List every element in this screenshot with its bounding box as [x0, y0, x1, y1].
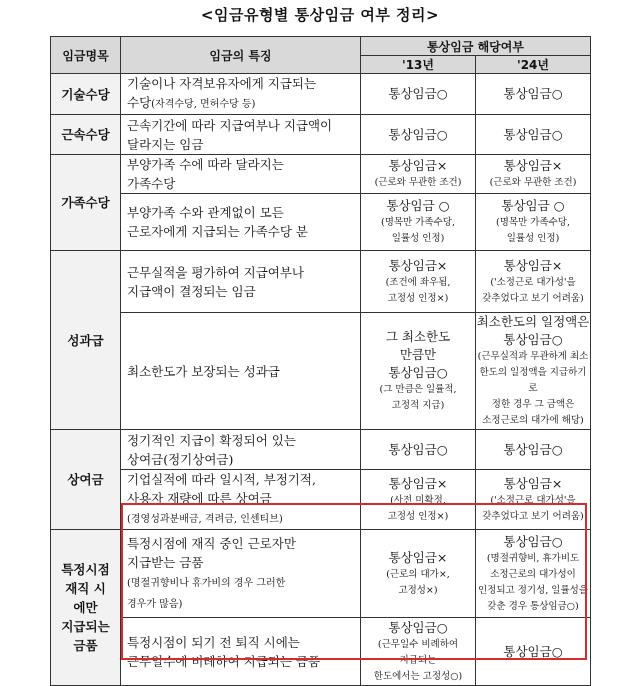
feature-cell: 기술이나 자격보유자에게 지급되는 수당(자격수당, 면허수당 등) — [121, 74, 361, 115]
value-2024: 통상임금× (근로와 무관한 조건) — [476, 155, 591, 194]
header-feature: 임금의 특징 — [121, 37, 361, 74]
feature-cell: 기업실적에 따라 일시적, 부정기적, 사용자 재량에 따른 상여금 (경영성과분배금, 격려금, 인센티브) — [121, 470, 361, 530]
feature-cell: 특정시점이 되기 전 퇴직 시에는 근무일수에 비례하여 지급되는 금품 — [121, 618, 361, 686]
value-2013: 통상임금× (사전 미확정, 고정성 인정×) — [361, 470, 476, 530]
value-2024: 통상임금○ — [476, 74, 591, 115]
value-2013: 통상임금○ — [361, 74, 476, 115]
header-2013: '13년 — [361, 56, 476, 74]
value-2024: 통상임금○ — [476, 115, 591, 155]
value-2013: 그 최소한도 만큼만 통상임금○ (그 만큼은 일률적, 고정적 지급) — [361, 313, 476, 430]
value-2013: 통상임금○ — [361, 115, 476, 155]
table-row — [51, 313, 591, 430]
feature-cell: 근무실적을 평가하여 지급여부나 지급액이 결정되는 임금 — [121, 251, 361, 313]
table-row — [51, 155, 591, 194]
feature-cell: 정기적인 지급이 확정되어 있는 상여금(정기상여금) — [121, 430, 361, 470]
table-row — [51, 430, 591, 470]
table-row — [51, 470, 591, 530]
header-group: 통상임금 해당여부 — [361, 37, 591, 56]
table-row — [51, 74, 591, 115]
table-row — [51, 115, 591, 155]
value-2013: 통상임금× (근로의 대가×, 고정성×) — [361, 530, 476, 618]
value-2013: 통상임금 ○ (명목만 가족수당, 일률성 인정) — [361, 194, 476, 251]
page-title: <임금유형별 통상임금 여부 정리> — [200, 6, 440, 24]
feature-cell: 특정시점에 재직 중인 근로자만 지급받는 금품 (명절귀향비나 휴가비의 경우 그러한 경우가 많음) — [121, 530, 361, 618]
row-label: 가족수당 — [51, 155, 121, 251]
value-2024: 통상임금○ — [476, 430, 591, 470]
table-row — [51, 530, 591, 618]
feature-cell: 부양가족 수에 따라 달라지는 가족수당 — [121, 155, 361, 194]
value-2024: 통상임금○ (명절귀향비, 휴가비도 소정근로의 대가성이 인정되고 정기성, 일률성을 갖춘 경우 통상임금○) — [476, 530, 591, 618]
row-label: 특정시점 재직 시 에만 지급되는 금품 — [51, 530, 121, 686]
table-row — [51, 618, 591, 686]
table-row — [51, 251, 591, 313]
value-2024: 통상임금× ('소정근로 대가성'을 갖추었다고 보기 어려움) — [476, 470, 591, 530]
value-2024: 통상임금○ — [476, 618, 591, 686]
row-label: 성과급 — [51, 251, 121, 430]
value-2013: 통상임금○ — [361, 430, 476, 470]
row-label: 기술수당 — [51, 74, 121, 115]
header-2024: '24년 — [476, 56, 591, 74]
value-2013: 통상임금× (조건에 좌우됨, 고정성 인정×) — [361, 251, 476, 313]
value-2024: 통상임금× ('소정근로 대가성'을 갖추었다고 보기 어려움) — [476, 251, 591, 313]
feature-cell: 근속기간에 따라 지급여부나 지급액이 달라지는 임금 — [121, 115, 361, 155]
wage-type-table — [50, 36, 591, 686]
row-label: 상여금 — [51, 430, 121, 530]
value-2024: 통상임금 ○ (명목만 가족수당, 일률성 인정) — [476, 194, 591, 251]
value-2024: 최소한도의 일정액은 통상임금○ (근무실적과 무관하게 최소 한도의 일정액을 지급하기로 정한 경우 그 금액은 소정근로의 대가에 해당) — [476, 313, 591, 430]
row-label: 근속수당 — [51, 115, 121, 155]
value-2013: 통상임금× (근로와 무관한 조건) — [361, 155, 476, 194]
feature-cell: 부양가족 수와 관계없이 모든 근로자에게 지급되는 가족수당 분 — [121, 194, 361, 251]
feature-cell: 최소한도가 보장되는 성과급 — [121, 313, 361, 430]
value-2013: 통상임금○ (근무일수 비례하여 지급되는 한도에서는 고정성○) — [361, 618, 476, 686]
header-name: 임금명목 — [51, 37, 121, 74]
table-row — [51, 194, 591, 251]
